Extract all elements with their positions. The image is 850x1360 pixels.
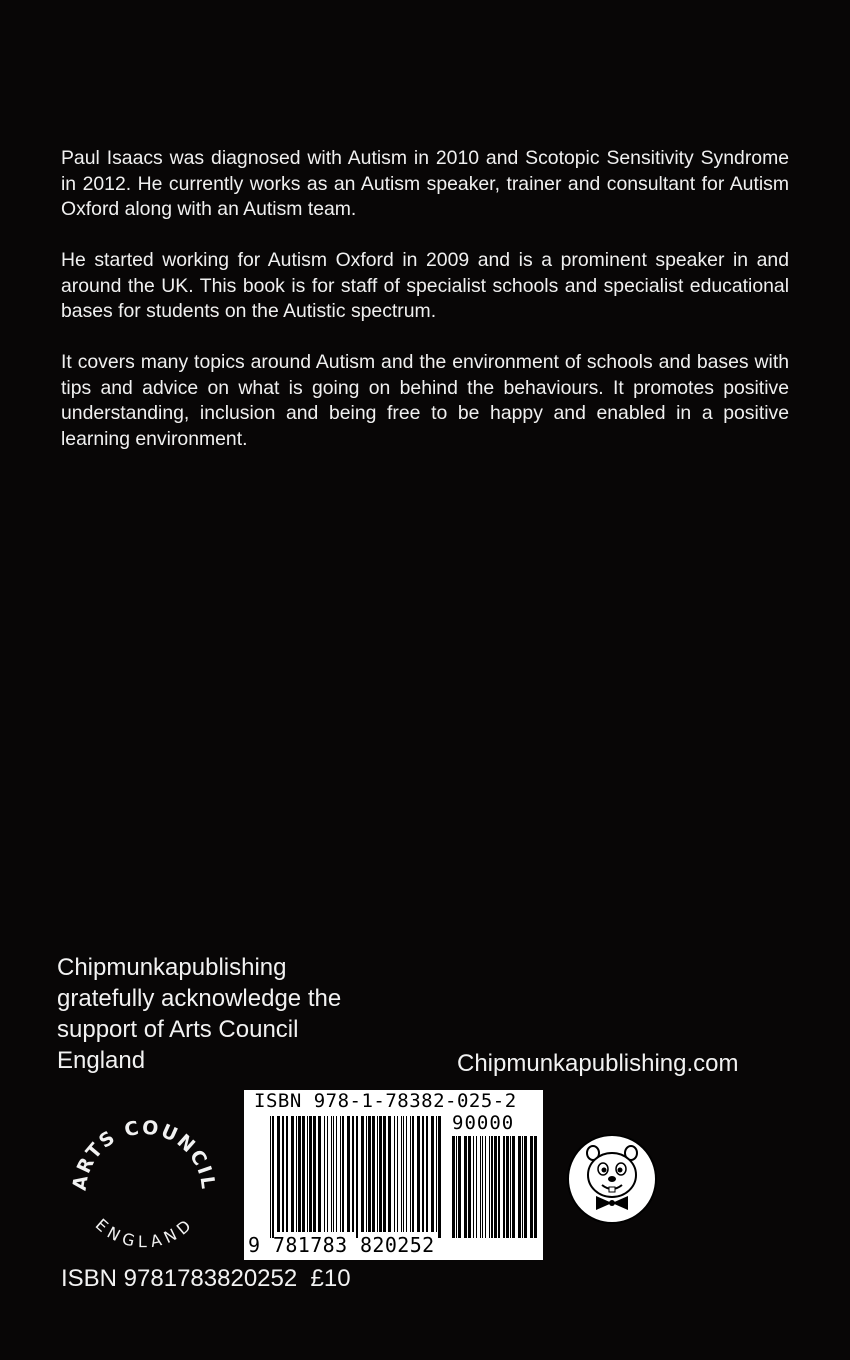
acknowledgement-line: England [57, 1047, 146, 1074]
barcode-bar [489, 1136, 490, 1238]
barcode-bar [270, 1116, 271, 1238]
barcode-bar [510, 1136, 511, 1238]
barcode-bar [366, 1116, 367, 1232]
acknowledgement-line: gratefully acknowledge the [57, 985, 342, 1012]
barcode-bar [522, 1136, 523, 1238]
barcode-bar [426, 1116, 428, 1232]
barcode-bar [379, 1116, 382, 1232]
barcode-bar [302, 1116, 305, 1232]
barcode-bar [347, 1116, 350, 1232]
barcode-bar [361, 1116, 364, 1232]
barcode-bar [480, 1136, 481, 1238]
barcode-isbn-label: ISBN 978-1-78382-025-2 [254, 1090, 517, 1112]
chipmunk-face-icon [566, 1133, 658, 1225]
back-cover-blurb [61, 146, 789, 478]
barcode-bar [331, 1116, 332, 1232]
barcode-bar [307, 1116, 308, 1232]
barcode-bar [282, 1116, 284, 1232]
footer-isbn: ISBN 9781783820252 [61, 1265, 298, 1292]
barcode-bar [372, 1116, 375, 1232]
barcode-bar [272, 1116, 274, 1238]
barcode-addon-code: 90000 [452, 1112, 515, 1134]
barcode-bar [476, 1136, 477, 1238]
barcode-bar [406, 1116, 407, 1232]
barcode-bar [298, 1116, 301, 1232]
acknowledgement [57, 952, 387, 1076]
barcode-bar [458, 1136, 461, 1238]
blurb-paragraph: He started working for Autism Oxford in 2009 and is a prominent speaker in and around the UK. This book is for staff of specialist schools and specialist educational bases for students on the Autistic spectrum. [61, 249, 789, 322]
barcode-bar [318, 1116, 321, 1232]
barcode-bar [498, 1136, 500, 1238]
barcode-bar [456, 1136, 457, 1238]
barcode-bar [352, 1116, 354, 1232]
barcode-bar [473, 1136, 474, 1238]
barcode-bar [524, 1136, 527, 1238]
arts-council-england-logo-icon [62, 1100, 222, 1260]
barcode-bar [401, 1116, 402, 1232]
barcode-digits: 9 781783 820252 [248, 1233, 435, 1257]
barcode-bar [422, 1116, 424, 1232]
barcode-bar [377, 1116, 378, 1232]
isbn-barcode [244, 1090, 543, 1260]
blurb-paragraph: It covers many topics around Autism and the environment of schools and bases with tips and advice on what is going on behind the behaviours. It promotes positive understanding, inclusion and being free to be happy and enabled in a positive learning environment. [61, 351, 789, 450]
barcode-bar [438, 1116, 441, 1238]
barcode-bar [491, 1136, 493, 1238]
barcode-bar [503, 1136, 505, 1238]
barcode-bar [383, 1116, 386, 1232]
barcode-bar [468, 1136, 471, 1238]
barcode-bar [485, 1136, 486, 1238]
barcode-bar [512, 1136, 515, 1238]
publisher-website[interactable]: Chipmunkapublishing.com [457, 1050, 739, 1077]
barcode-bar [327, 1116, 328, 1232]
barcode-bar [368, 1116, 371, 1232]
acknowledgement-line: Chipmunkapublishing [57, 954, 287, 981]
acknowledgement-line: support of Arts Council [57, 1016, 299, 1043]
barcode-bar [397, 1116, 398, 1232]
barcode-bar [324, 1116, 325, 1232]
barcode-bar [436, 1116, 437, 1232]
barcode-bar [286, 1116, 288, 1232]
england-text: ENGLAND [91, 1214, 197, 1252]
barcode-bar [309, 1116, 312, 1232]
barcode-bar [394, 1116, 395, 1232]
barcode-bar [342, 1116, 344, 1232]
barcode-bar [403, 1116, 404, 1232]
barcode-bar [518, 1136, 521, 1238]
barcode-bar [388, 1116, 391, 1232]
barcode-bar [530, 1136, 533, 1238]
barcode-bar [333, 1116, 334, 1232]
footer-price: £10 [310, 1265, 351, 1292]
barcode-bar [410, 1116, 411, 1232]
barcode-bar [431, 1116, 434, 1232]
barcode-bar [506, 1136, 509, 1238]
blurb-paragraph: Paul Isaacs was diagnosed with Autism in 2010 and Scotopic Sensitivity Syndrome in 2012. He currently works as an Autism speaker, trainer and consultant for Autism Oxford along with an Autism team. [61, 147, 789, 220]
barcode-bar [494, 1136, 497, 1238]
barcode-bar [291, 1116, 294, 1232]
barcode-bar [412, 1116, 414, 1232]
barcode-bar [313, 1116, 316, 1232]
barcode-bar [417, 1116, 420, 1232]
barcode-bar [336, 1116, 337, 1232]
barcode-bar [464, 1136, 467, 1238]
barcode-bar [356, 1116, 358, 1238]
isbn-price-line [61, 1263, 351, 1294]
barcode-bar [452, 1136, 455, 1238]
barcode-bar [296, 1116, 297, 1232]
barcode-bar [340, 1116, 341, 1232]
arts-council-text: ARTS COUNCIL [68, 1116, 220, 1192]
barcode-bar [277, 1116, 280, 1232]
barcode-bar [482, 1136, 483, 1238]
barcode-bar [534, 1136, 537, 1238]
